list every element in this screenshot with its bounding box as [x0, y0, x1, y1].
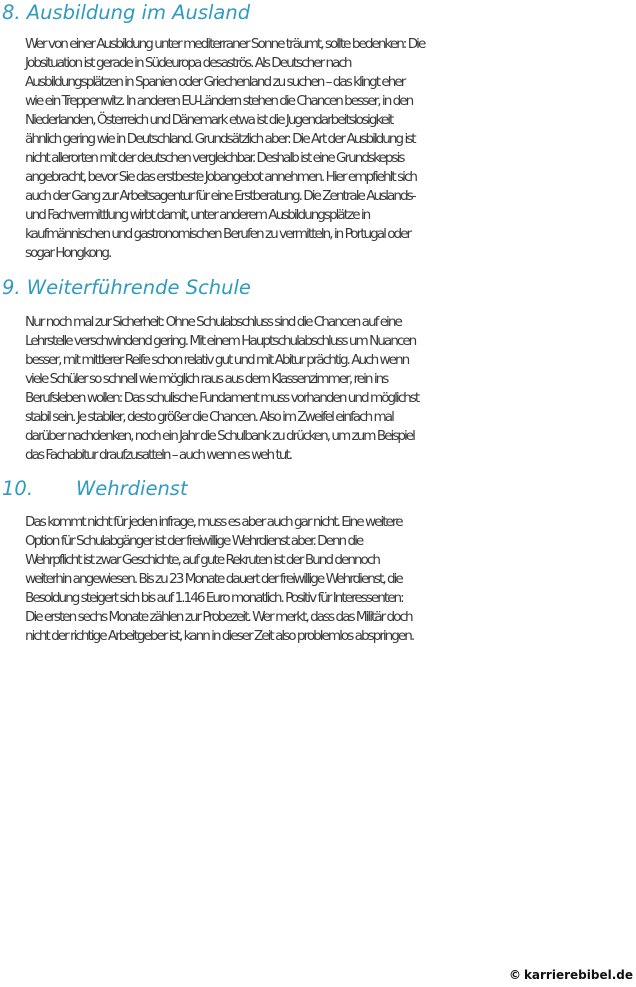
paragraph-line: besser, mit mittlerer Reife schon relativ gut und mit Abitur prächtig. Auch wenn	[25, 352, 409, 368]
paragraph-line: Wer von einer Ausbildung unter mediterraner Sonne träumt, sollte bedenken: Die	[25, 36, 425, 52]
paragraph-line: auch der Gang zur Arbeitsagentur für eine Erstberatung. Die Zentrale Auslands-	[25, 188, 415, 204]
paragraph-line: Nur noch mal zur Sicherheit: Ohne Schulabschluss sind die Chancen auf eine	[25, 314, 401, 330]
paragraph-line: viele Schüler so schnell wie möglich raus aus dem Klassenzimmer, rein ins	[25, 371, 388, 387]
paragraph-line: Das kommt nicht für jeden infrage, muss es aber auch gar nicht. Eine weitere	[25, 514, 402, 530]
paragraph-line: wie ein Treppenwitz. In anderen EU-Ländern stehen die Chancen besser, in den	[25, 93, 413, 109]
paragraph-line: Berufsleben wollen: Das schulische Fundament muss vorhanden und möglichst	[25, 390, 419, 406]
section-heading-title: Wehrdienst	[76, 477, 188, 500]
footer-site-name: karrierebibel.de	[523, 968, 633, 982]
paragraph-line: stabil sein. Je stabiler, desto größer die Chancen. Also im Zweifel einfach mal	[25, 409, 393, 425]
paragraph-line: Lehrstelle verschwindend gering. Mit einem Hauptschulabschluss um Nuancen	[25, 333, 416, 349]
section-heading-weiterfuehrende-schule: 9. Weiterführende Schule	[2, 276, 251, 299]
paragraph-line: Ausbildungsplätzen in Spanien oder Griechenland zu suchen – das klingt eher	[25, 74, 405, 90]
section-body-ausbildung-im-ausland	[25, 35, 636, 263]
paragraph-line: Option für Schulabgänger ist der freiwillige Wehrdienst aber. Denn die	[25, 533, 363, 549]
paragraph-line: weiterhin angewiesen. Bis zu 23 Monate dauert der freiwillige Wehrdienst, die	[25, 571, 402, 587]
paragraph-line: Besoldung steigert sich bis auf 1.146 Euro monatlich. Positiv für Interessenten:	[25, 590, 403, 606]
section-heading-wehrdienst	[2, 476, 188, 502]
paragraph-line: Niederlanden, Österreich und Dänemark etwa ist die Jugendarbeitslosigkeit	[25, 112, 393, 128]
paragraph-line: nicht allerorten mit der deutschen vergleichbar. Deshalb ist eine Grundskepsis	[25, 150, 404, 166]
paragraph-line: sogar Hongkong.	[25, 245, 111, 261]
section-heading-ausbildung-im-ausland: 8. Ausbildung im Ausland	[2, 1, 251, 24]
section-body-wehrdienst	[25, 513, 636, 646]
paragraph-line: kaufmännischen und gastronomischen Berufen zu vermitteln, in Portugal oder	[25, 226, 411, 242]
paragraph-line: Wehrpflicht ist zwar Geschichte, auf gute Rekruten ist der Bund dennoch	[25, 552, 379, 568]
paragraph-line: darüber nachdenken, noch ein Jahr die Schulbank zu drücken, um zum Beispiel	[25, 428, 414, 444]
paragraph-line: nicht der richtige Arbeitgeber ist, kann in dieser Zeit also problemlos abspringen.	[25, 628, 414, 644]
paragraph-line: das Fachabitur draufzusatteln – auch wenn es weh tut.	[25, 447, 292, 463]
section-heading-number: 10.	[2, 477, 34, 500]
copyright-icon: ©	[508, 968, 521, 982]
footer-credit	[509, 967, 633, 983]
paragraph-line: angebracht, bevor Sie das erstbeste Jobangebot annehmen. Hier empfiehlt sich	[25, 169, 417, 185]
section-body-weiterfuehrende-schule	[25, 313, 636, 465]
paragraph-line: Die ersten sechs Monate zählen zur Probezeit. Wer merkt, dass das Militär doch	[25, 609, 412, 625]
paragraph-line: und Fachvermittlung wirbt damit, unter anderem Ausbildungsplätze in	[25, 207, 370, 223]
paragraph-line: Jobsituation ist gerade in Südeuropa desaströs. Als Deutscher nach	[25, 55, 351, 71]
paragraph-line: ähnlich gering wie in Deutschland. Grundsätzlich aber: Die Art der Ausbildung ist	[25, 131, 415, 147]
